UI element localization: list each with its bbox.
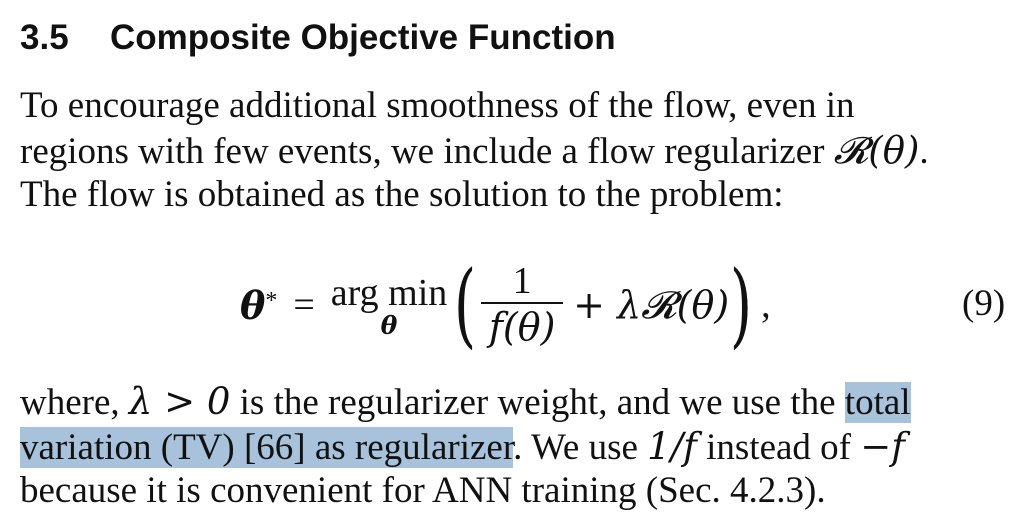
equation-lhs: θ (240, 282, 266, 328)
paragraph-intro-line-1 (20, 84, 1004, 129)
section-heading (20, 14, 616, 62)
left-paren: ( (454, 251, 477, 358)
word: To (20, 85, 59, 126)
math-negative-f: −f (860, 424, 905, 468)
text-run: . (919, 130, 929, 172)
lambda-condition: λ > 0 (128, 380, 231, 423)
fraction-denominator: f(θ) (488, 305, 556, 349)
fraction-numerator: 1 (512, 260, 532, 302)
paragraph-intro-line-3: The flow is obtained as the solution to the problem: (20, 174, 784, 215)
text-run: is the regularizer weight, and we use the (230, 382, 845, 423)
argmin-subscript: θ (380, 310, 398, 340)
equation-fraction (481, 260, 563, 350)
text-run: instead of (696, 426, 861, 468)
equation-argmin (331, 271, 447, 340)
word: of (568, 85, 600, 126)
word: encourage (67, 85, 220, 126)
word: the (608, 85, 654, 126)
math-inverse-f: 1/f (647, 424, 697, 468)
highlighted-text[interactable]: variation (TV) [66] as regularizer (20, 426, 514, 468)
section-number: 3.5 (20, 18, 69, 57)
right-paren: ) (730, 251, 753, 358)
paragraph-where-line-3: because it is convenient for ANN training (Sec. 4.2.3). (20, 470, 826, 511)
equation-9 (240, 250, 771, 360)
word: even (746, 85, 817, 126)
text-run: . We use (513, 426, 648, 468)
equation-number: (9) (962, 283, 1006, 324)
highlighted-text[interactable]: total (844, 382, 911, 423)
text-run: regions with few events, we include a flow regularizer (20, 130, 834, 172)
word: flow, (662, 85, 738, 126)
paragraph-where-line-2 (20, 425, 911, 470)
equation-equals: = (293, 284, 315, 326)
argmin-operator: arg min (330, 271, 448, 314)
word: smoothness (386, 85, 559, 126)
equation-regularizer-term: + λ𝓡(θ) (573, 282, 730, 327)
paragraph-intro (20, 84, 1004, 218)
equation-lhs-superscript: * (265, 287, 278, 314)
paragraph-intro-line-2 (20, 129, 1004, 174)
word: additional (229, 85, 378, 126)
text-run: where, (20, 382, 129, 423)
paragraph-where (20, 380, 911, 514)
word: in (825, 85, 855, 126)
equation-trailing-comma: , (761, 284, 771, 326)
paragraph-where-line-1 (20, 380, 911, 425)
section-title: Composite Objective Function (110, 18, 616, 57)
regularizer-symbol: 𝓡(θ) (833, 128, 920, 172)
